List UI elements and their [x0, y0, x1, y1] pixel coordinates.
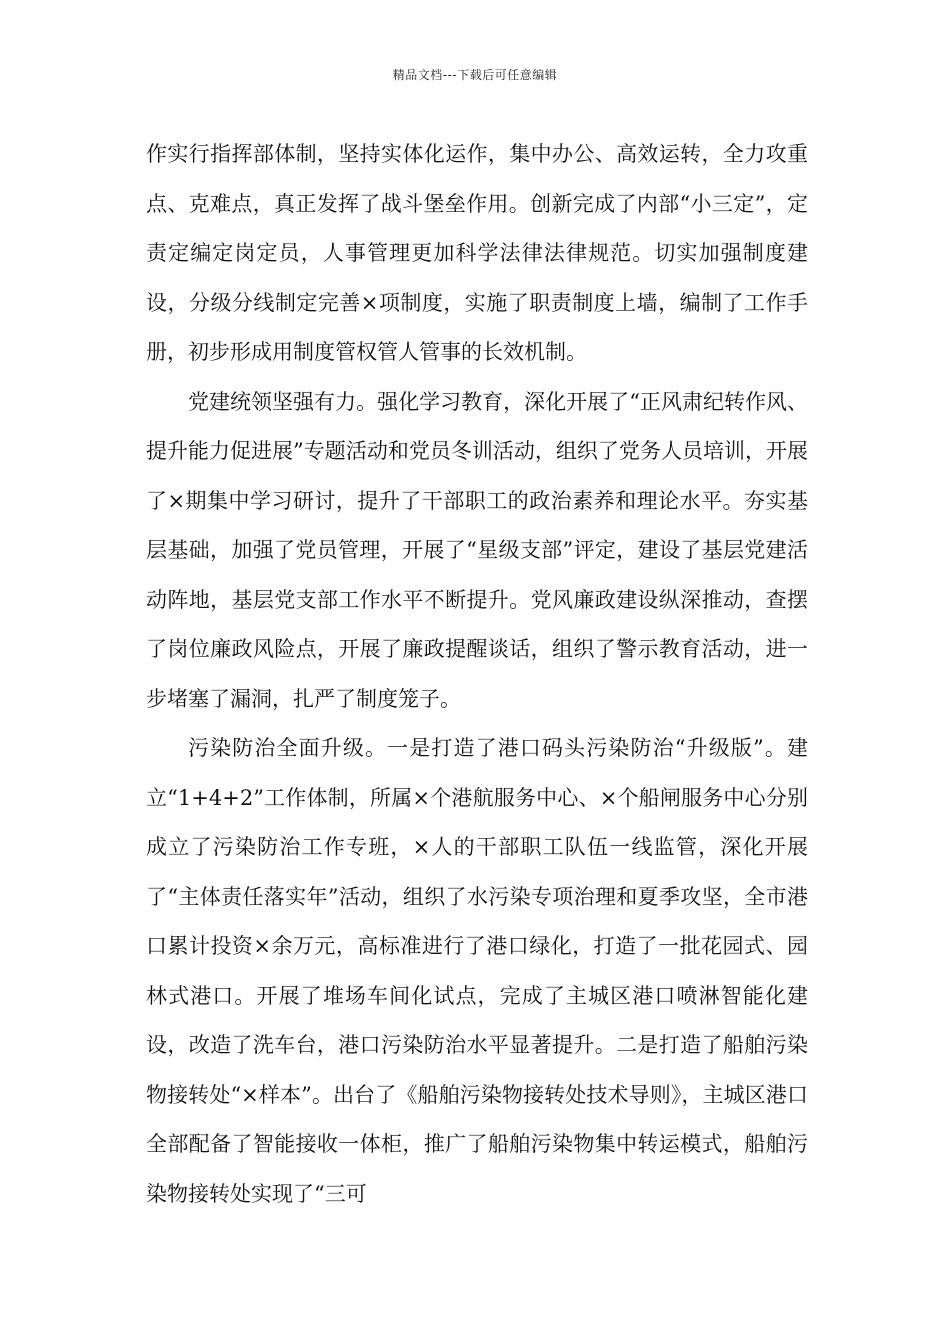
paragraph-2: 党建统领坚强有力。强化学习教育，深化开展了“正风肃纪转作风、提升能力促进展”专题活动和党员冬训活动，组织了党务人员培训，开展了×期集中学习研讨，提升了干部职工的政治素养和理论水平。夯实基层基础，加强了党员管理，开展了“星级支部”评定，建设了基层党建活动阵地，基层党支部工作水平不断提升。党风廉政建设纵深推动，查摆了岗位廉政风险点，开展了廉政提醒谈话，组织了警示教育活动，进一步堵塞了漏洞，扎严了制度笼子。	[146, 389, 808, 711]
paragraph-3: 污染防治全面升级。一是打造了港口码头污染防治“升级版”。建立“1+4+2”工作体制，所属×个港航服务中心、×个船闸服务中心分别成立了污染防治工作专班，×人的干部职工队伍一线监管，深化开展了“主体责任落实年”活动，组织了水污染专项治理和夏季攻坚，全市港口累计投资×余万元，高标准进行了港口绿化，打造了一批花园式、园林式港口。开展了堆场车间化试点，完成了主城区港口喷淋智能化建设，改造了洗车台，港口污染防治水平显著提升。二是打造了船舶污染物接转处“×样本”。出台了《船舶污染物接转处技术导则》，主城区港口全部配备了智能接收一体柜，推广了船舶污染物集中转运模式，船舶污染物接转处实现了“三可	[146, 736, 808, 1206]
page-header: 精品文档---下载后可任意编辑	[392, 68, 558, 82]
paragraph-1: 作实行指挥部体制，坚持实体化运作，集中办公、高效运转，全力攻重点、克难点，真正发挥了战斗堡垒作用。创新完成了内部“小三定”，定责定编定岗定员，人事管理更加科学法律法律规范。切实加强制度建设，分级分线制定完善×项制度，实施了职责制度上墙，编制了工作手册，初步形成用制度管权管人管事的长效机制。	[146, 142, 808, 364]
document-body	[146, 130, 808, 1219]
